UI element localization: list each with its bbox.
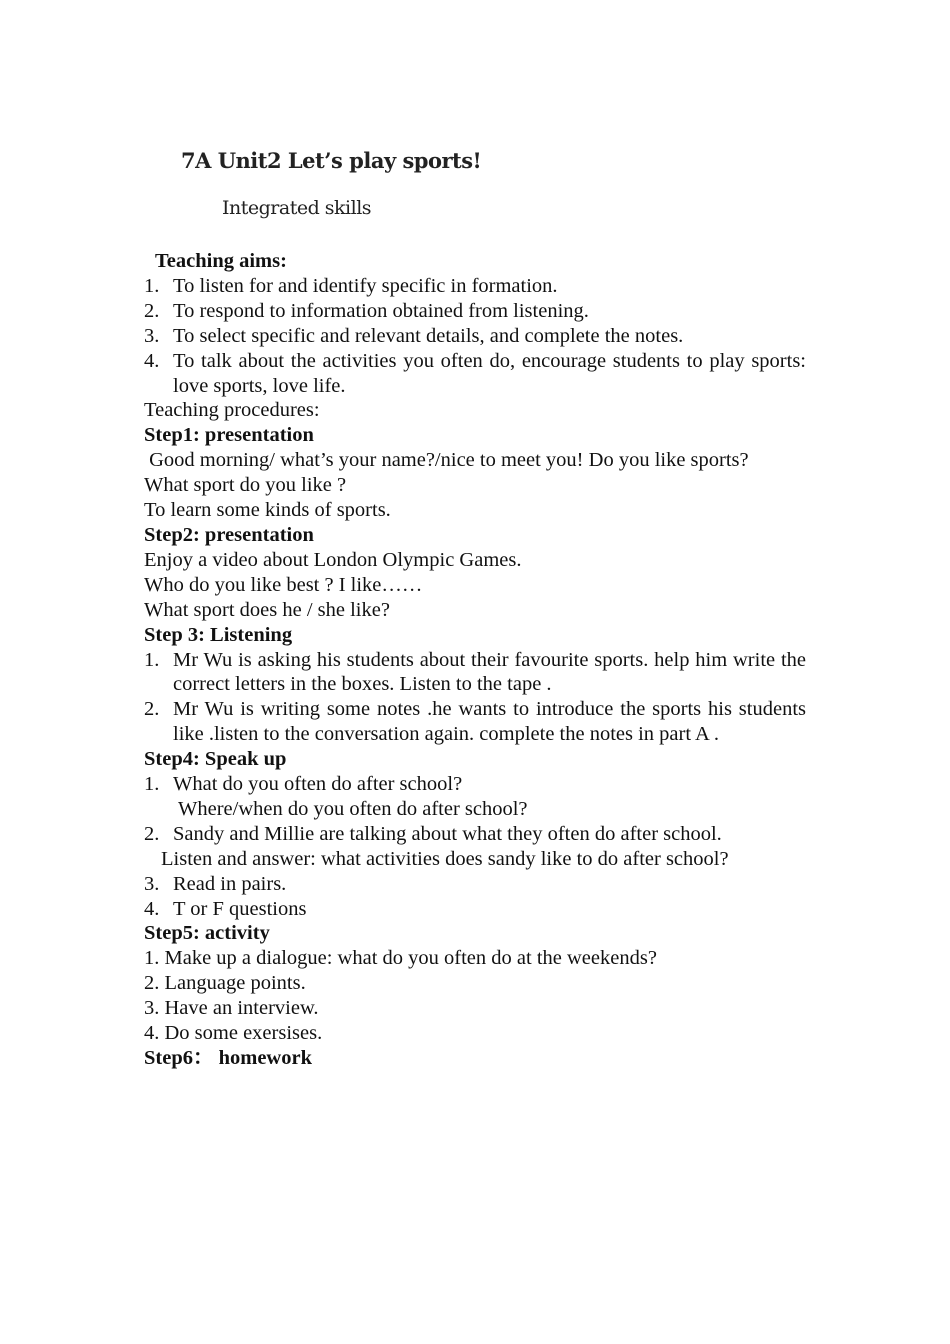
- step1-heading: Step1: presentation: [144, 424, 314, 447]
- aims-heading: Teaching aims:: [155, 250, 287, 272]
- list-text: To respond to information obtained from listening.: [173, 299, 589, 322]
- step4-subline: Where/when do you often do after school?: [178, 797, 528, 820]
- list-number: 2.: [144, 299, 160, 322]
- step4-subline: Listen and answer: what activities does sandy like to do after school?: [161, 847, 729, 870]
- step4-item: [144, 872, 806, 897]
- list-text: T or F questions: [173, 897, 307, 920]
- step2-line: Who do you like best ? I like……: [144, 573, 423, 596]
- step1-line: To learn some kinds of sports.: [144, 499, 391, 522]
- step2-heading: Step2: presentation: [144, 523, 314, 546]
- document-title: 7A Unit2 Let’s play sports!: [181, 148, 482, 173]
- step2-line: What sport does he / she like?: [144, 598, 390, 621]
- document-body: [144, 249, 806, 1071]
- step4-item: [144, 772, 806, 797]
- list-text: What do you often do after school?: [173, 773, 463, 796]
- list-text: Read in pairs.: [173, 872, 287, 895]
- aim-item: [144, 324, 806, 349]
- document-subtitle: Integrated skills: [222, 197, 372, 219]
- step5-line: 4. Do some exersises.: [144, 1022, 323, 1045]
- list-text: To select specific and relevant details, and complete the notes.: [173, 324, 684, 347]
- step4-item: [144, 897, 806, 922]
- list-text: Mr Wu is asking his students about their favourite sports. help him write the correct letters in the boxes. Listen to the tape .: [173, 648, 806, 696]
- step5-line: 1. Make up a dialogue: what do you often do at the weekends?: [144, 947, 657, 970]
- aim-item: [144, 274, 806, 299]
- step3-item: [144, 648, 806, 698]
- list-number: 4.: [144, 349, 160, 372]
- aim-item: [144, 349, 806, 399]
- step4-heading: Step4: Speak up: [144, 748, 287, 771]
- step3-item: [144, 697, 806, 747]
- step5-heading: Step5: activity: [144, 922, 270, 945]
- list-text: To talk about the activities you often do, encourage students to play sports: love sports, love life.: [173, 349, 806, 397]
- procedures-label: Teaching procedures:: [144, 399, 320, 422]
- list-number: 2.: [144, 698, 160, 721]
- step1-line: What sport do you like ?: [144, 474, 347, 497]
- step3-heading: Step 3: Listening: [144, 623, 293, 646]
- list-number: 1.: [144, 274, 160, 297]
- aim-item: [144, 299, 806, 324]
- step1-line: Good morning/ what’s your name?/nice to meet you! Do you like sports?: [144, 449, 749, 472]
- step2-line: Enjoy a video about London Olympic Games.: [144, 548, 522, 571]
- list-text: Mr Wu is writing some notes .he wants to introduce the sports his students like .listen to the conversation again. complete the notes in part A .: [173, 698, 806, 746]
- step5-line: 3. Have an interview.: [144, 997, 319, 1020]
- list-text: Sandy and Millie are talking about what they often do after school.: [173, 822, 722, 845]
- list-number: 3.: [144, 872, 160, 895]
- step5-line: 2. Language points.: [144, 972, 306, 995]
- step4-item: [144, 822, 806, 847]
- list-number: 2.: [144, 822, 160, 845]
- step6-heading: Step6： homework: [144, 1047, 312, 1069]
- list-text: To listen for and identify specific in formation.: [173, 274, 558, 297]
- list-number: 1.: [144, 648, 160, 671]
- list-number: 1.: [144, 773, 160, 796]
- list-number: 4.: [144, 897, 160, 920]
- list-number: 3.: [144, 324, 160, 347]
